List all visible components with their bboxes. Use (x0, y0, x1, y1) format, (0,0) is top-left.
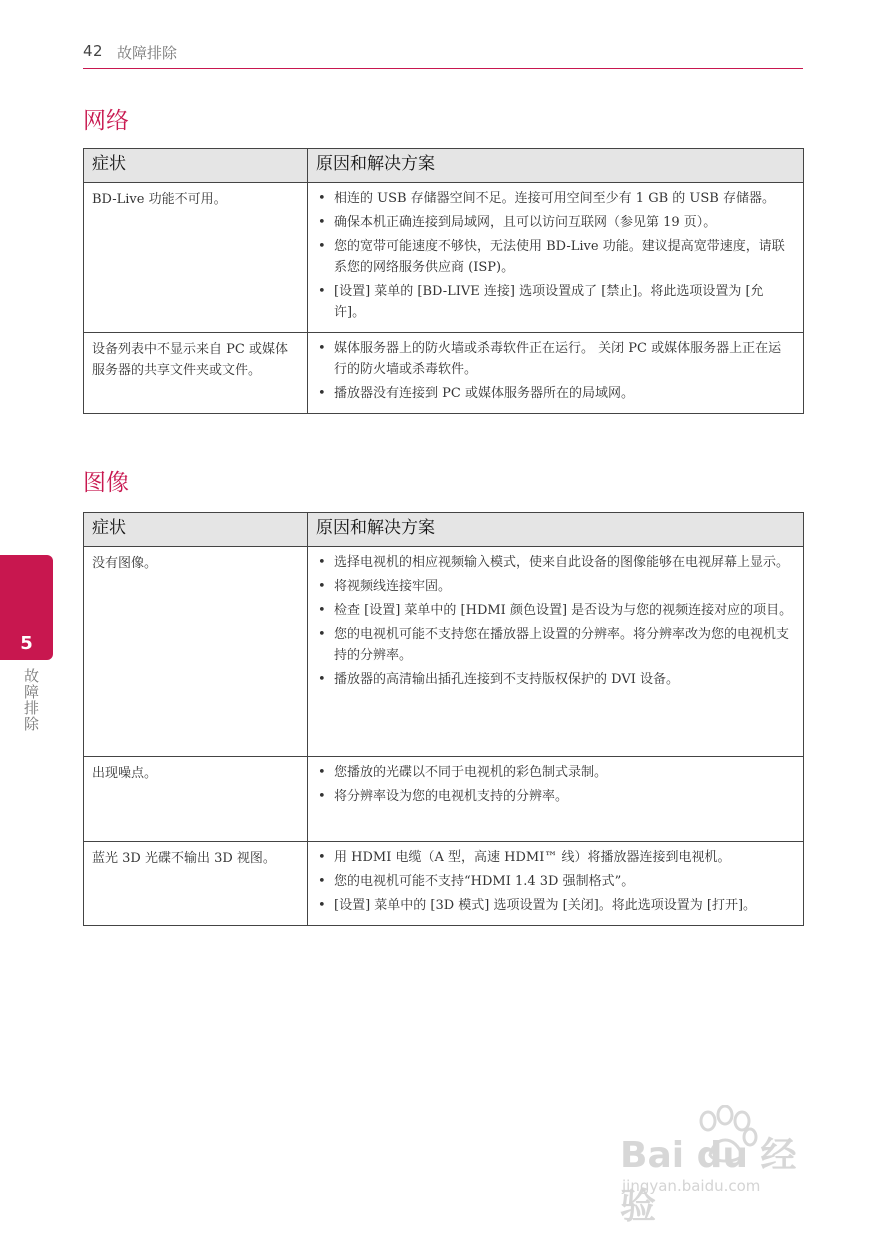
symptom-cell: BD-Live 功能不可用。 (84, 183, 308, 333)
solution-list (316, 552, 793, 690)
section-title-picture: 图像 (83, 470, 129, 496)
table-row (84, 842, 804, 926)
list-item: • 您的宽带可能速度不够快，无法使用 BD-Live 功能。建议提高宽带速度，请联系您的网络服务供应商 (ISP)。 (316, 236, 793, 278)
solution-cell (308, 333, 804, 414)
solution-cell (308, 842, 804, 926)
column-header-symptom: 症状 (84, 513, 308, 547)
list-item: • 确保本机正确连接到局域网，且可以访问互联网（参见第 19 页）。 (316, 212, 793, 233)
table-row (84, 333, 804, 414)
table-header-row (84, 149, 804, 183)
list-item: • 检查 [设置] 菜单中的 [HDMI 颜色设置] 是否设为与您的视频连接对应的项目。 (316, 600, 793, 621)
list-item: • 将视频线连接牢固。 (316, 576, 793, 597)
list-item: • 用 HDMI 电缆（A 型，高速 HDMI™ 线）将播放器连接到电视机。 (316, 847, 793, 868)
table-header-row (84, 513, 804, 547)
list-item: • 播放器没有连接到 PC 或媒体服务器所在的局域网。 (316, 383, 793, 404)
solution-cell (308, 547, 804, 757)
table-row (84, 757, 804, 842)
network-table (83, 148, 804, 414)
page-number: 42 (83, 42, 104, 60)
column-header-solution: 原因和解决方案 (308, 513, 804, 547)
list-item: • 选择电视机的相应视频输入模式，使来自此设备的图像能够在电视屏幕上显示。 (316, 552, 793, 573)
chapter-tab (0, 555, 53, 660)
watermark-brand: Bai du 经验 (620, 1135, 797, 1227)
chapter-side-label: 故障排除 (22, 668, 40, 732)
list-item: • [设置] 菜单的 [BD-LIVE 连接] 选项设置成了 [禁止]。将此选项设置为 [允许]。 (316, 281, 793, 323)
list-item: • 您播放的光碟以不同于电视机的彩色制式录制。 (316, 762, 793, 783)
page-header (83, 42, 803, 69)
symptom-cell: 没有图像。 (84, 547, 308, 757)
solution-list (316, 338, 793, 404)
list-item: • 将分辨率设为您的电视机支持的分辨率。 (316, 786, 793, 807)
list-item: • 您的电视机可能不支持“HDMI 1.4 3D 强制格式”。 (316, 871, 793, 892)
picture-table (83, 512, 804, 926)
column-header-solution: 原因和解决方案 (308, 149, 804, 183)
chapter-number: 5 (20, 633, 33, 654)
solution-cell (308, 757, 804, 842)
symptom-cell: 蓝光 3D 光碟不输出 3D 视图。 (84, 842, 308, 926)
list-item: • [设置] 菜单中的 [3D 模式] 选项设置为 [关闭]。将此选项设置为 [打开]。 (316, 895, 793, 916)
solution-list (316, 762, 793, 807)
solution-list (316, 188, 793, 323)
list-item: • 相连的 USB 存储器空间不足。连接可用空间至少有 1 GB 的 USB 存储器。 (316, 188, 793, 209)
list-item: • 播放器的高清输出插孔连接到不支持版权保护的 DVI 设备。 (316, 669, 793, 690)
list-item: • 媒体服务器上的防火墙或杀毒软件正在运行。 关闭 PC 或媒体服务器上正在运行的防火墙或杀毒软件。 (316, 338, 793, 380)
solution-cell (308, 183, 804, 333)
table-row (84, 547, 804, 757)
solution-list (316, 847, 793, 916)
column-header-symptom: 症状 (84, 149, 308, 183)
table-row (84, 183, 804, 333)
symptom-cell: 出现噪点。 (84, 757, 308, 842)
baidu-watermark (620, 1105, 830, 1227)
watermark-url: jingyan.baidu.com (622, 1177, 761, 1195)
list-item: • 您的电视机可能不支持您在播放器上设置的分辨率。将分辨率改为您的电视机支持的分辨率。 (316, 624, 793, 666)
chapter-title: 故障排除 (117, 44, 178, 62)
symptom-cell: 设备列表中不显示来自 PC 或媒体服务器的共享文件夹或文件。 (84, 333, 308, 414)
section-title-network: 网络 (83, 108, 129, 134)
